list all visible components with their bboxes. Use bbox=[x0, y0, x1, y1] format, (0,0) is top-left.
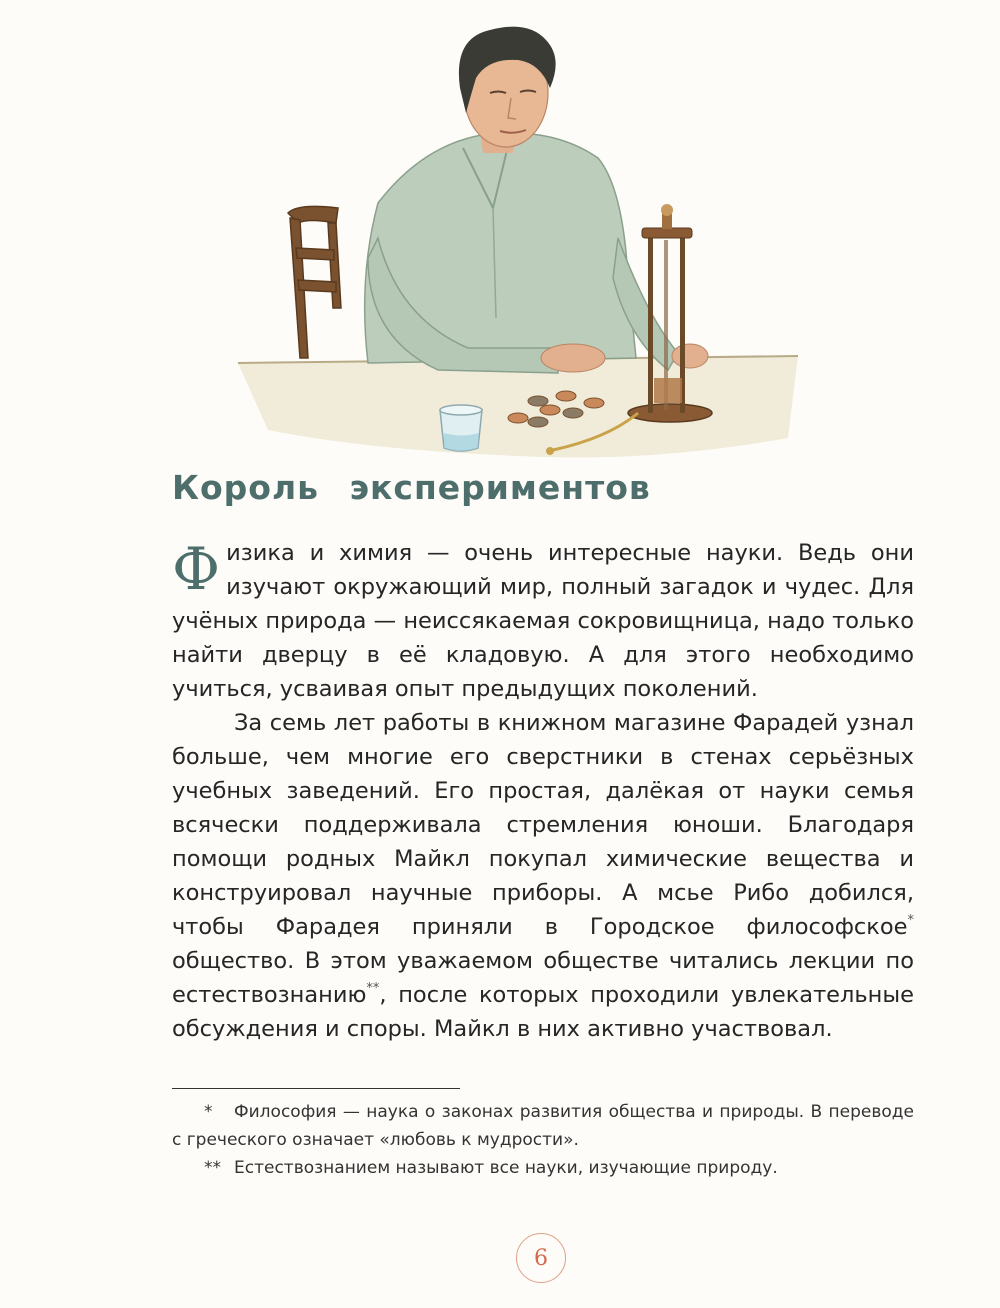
chair-icon bbox=[288, 206, 341, 358]
footnote-2-text: Естествознанием называют все науки, изучающие природу. bbox=[234, 1158, 778, 1178]
footnote-2-mark: ** bbox=[204, 1158, 221, 1178]
footnotes bbox=[172, 1098, 914, 1182]
paragraph-1-text: изика и химия — очень интересные науки. Ведь они изучают окружающий мир, полный загадок и чудес. Для учёных природа — неиссякаемая сокровищница, надо только найти дверцу в её кладовую. А для этого необходимо учиться, усваивая опыт предыдущих поколений. bbox=[172, 540, 914, 702]
paragraph-2-text-2: общество. В этом уважаемом обществе читались лекции по естествознанию bbox=[172, 948, 914, 1008]
footnote-2 bbox=[172, 1154, 914, 1182]
footnote-1-text: Философия — наука о законах развития общества и природы. В переводе с греческого означает «любовь к мудрости». bbox=[172, 1102, 914, 1150]
footnote-ref-2[interactable]: ** bbox=[366, 980, 380, 996]
paragraph-1 bbox=[172, 536, 914, 706]
body-text bbox=[172, 536, 914, 1046]
illustration-faraday-at-table bbox=[228, 18, 808, 468]
figure-icon bbox=[365, 27, 708, 373]
glass-icon bbox=[440, 405, 482, 451]
chapter-title: Король экспериментов bbox=[172, 468, 651, 507]
page-number: 6 bbox=[516, 1233, 566, 1283]
paragraph-2 bbox=[172, 706, 914, 1046]
footnote-1-mark: * bbox=[204, 1102, 213, 1122]
paragraph-2-text-3: , после которых проходили увлекательные обсуждения и споры. Майкл в них активно участвовал. bbox=[172, 982, 914, 1042]
drop-cap: Ф bbox=[172, 535, 221, 603]
footnote-1 bbox=[172, 1098, 914, 1154]
paragraph-2-text-1: За семь лет работы в книжном магазине Фарадей узнал больше, чем многие его сверстники в стенах серьёзных учебных заведений. Его простая, далёкая от науки семья всячески поддерживала стремления юноши. Благодаря помощи родных Майкл покупал химические вещества и конструировал научные приборы. А мсье Рибо добился, чтобы Фарадея приняли в Городское философское bbox=[172, 710, 914, 940]
footnote-ref-1[interactable]: * bbox=[907, 912, 914, 928]
footnote-divider bbox=[172, 1088, 460, 1089]
